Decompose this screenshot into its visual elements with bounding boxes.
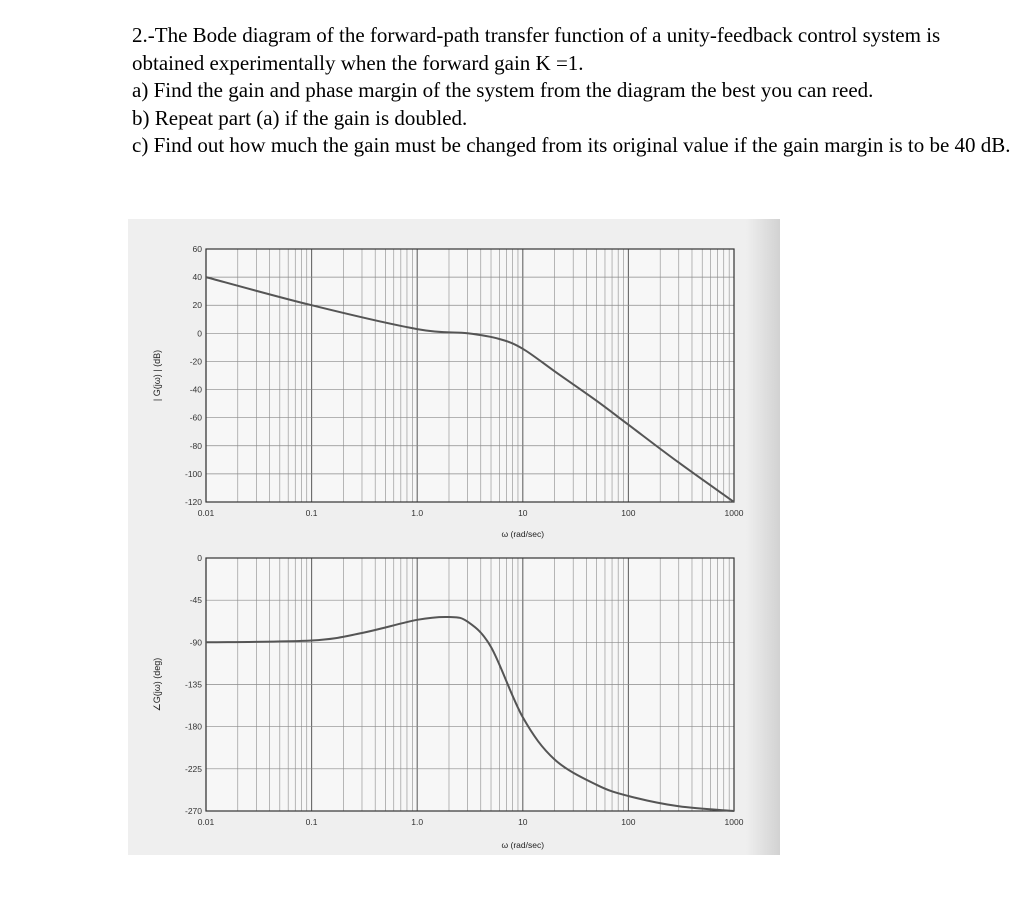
y-tick-label: -100	[184, 468, 202, 479]
x-tick-label: 10	[518, 508, 528, 518]
plot-area	[206, 249, 734, 502]
y-tick-label: -270	[184, 806, 202, 816]
x-axis-label: ω (rad/sec)	[501, 529, 545, 539]
y-tick-label: 0	[197, 328, 202, 339]
y-tick-label: -135	[184, 679, 202, 690]
problem-part-c: c) Find out how much the gain must be changed from its original value if the gain margin is to be 40 dB.	[132, 133, 1011, 157]
y-tick-label: -225	[184, 763, 202, 774]
y-tick-label: 0	[197, 553, 202, 563]
x-tick-label: 0.01	[197, 817, 215, 827]
x-tick-label: 100	[621, 508, 636, 518]
problem-intro: 2.-The Bode diagram of the forward-path transfer function of a unity-feedback control system is obtained experimentally when the forward gain K =1.	[132, 23, 941, 75]
y-tick-label: -60	[189, 412, 202, 423]
x-tick-label: 1000	[724, 817, 744, 827]
bode-diagram-figure	[128, 219, 780, 855]
x-tick-label: 100	[621, 817, 636, 827]
problem-statement	[132, 22, 1012, 160]
x-axis-label: ω (rad/sec)	[501, 840, 545, 850]
y-axis-label: ∠G(jω) (deg)	[152, 657, 162, 712]
y-tick-label: 20	[192, 300, 202, 311]
x-tick-label: 0.1	[305, 817, 318, 827]
x-tick-label: 0.1	[305, 508, 318, 518]
y-tick-label: -45	[189, 595, 202, 606]
problem-part-b: b) Repeat part (a) if the gain is doubled.	[132, 105, 468, 130]
y-tick-label: -90	[189, 637, 202, 648]
y-tick-label: -20	[189, 356, 202, 367]
x-tick-label: 1000	[724, 508, 744, 518]
x-tick-label: 1.0	[411, 508, 424, 518]
x-tick-label: 1.0	[411, 817, 424, 827]
bode-diagram-svg	[128, 219, 780, 855]
y-tick-label: -80	[189, 440, 202, 451]
y-tick-label: -120	[184, 497, 202, 507]
y-tick-label: -180	[184, 721, 202, 732]
y-axis-label: | G(jω) | (dB)	[152, 349, 162, 402]
y-tick-label: 60	[192, 244, 202, 254]
y-tick-label: 40	[192, 272, 202, 283]
x-tick-label: 0.01	[197, 508, 215, 518]
problem-part-a: a) Find the gain and phase margin of the system from the diagram the best you can reed.	[132, 78, 874, 102]
x-tick-label: 10	[518, 817, 528, 827]
y-tick-label: -40	[189, 384, 202, 395]
